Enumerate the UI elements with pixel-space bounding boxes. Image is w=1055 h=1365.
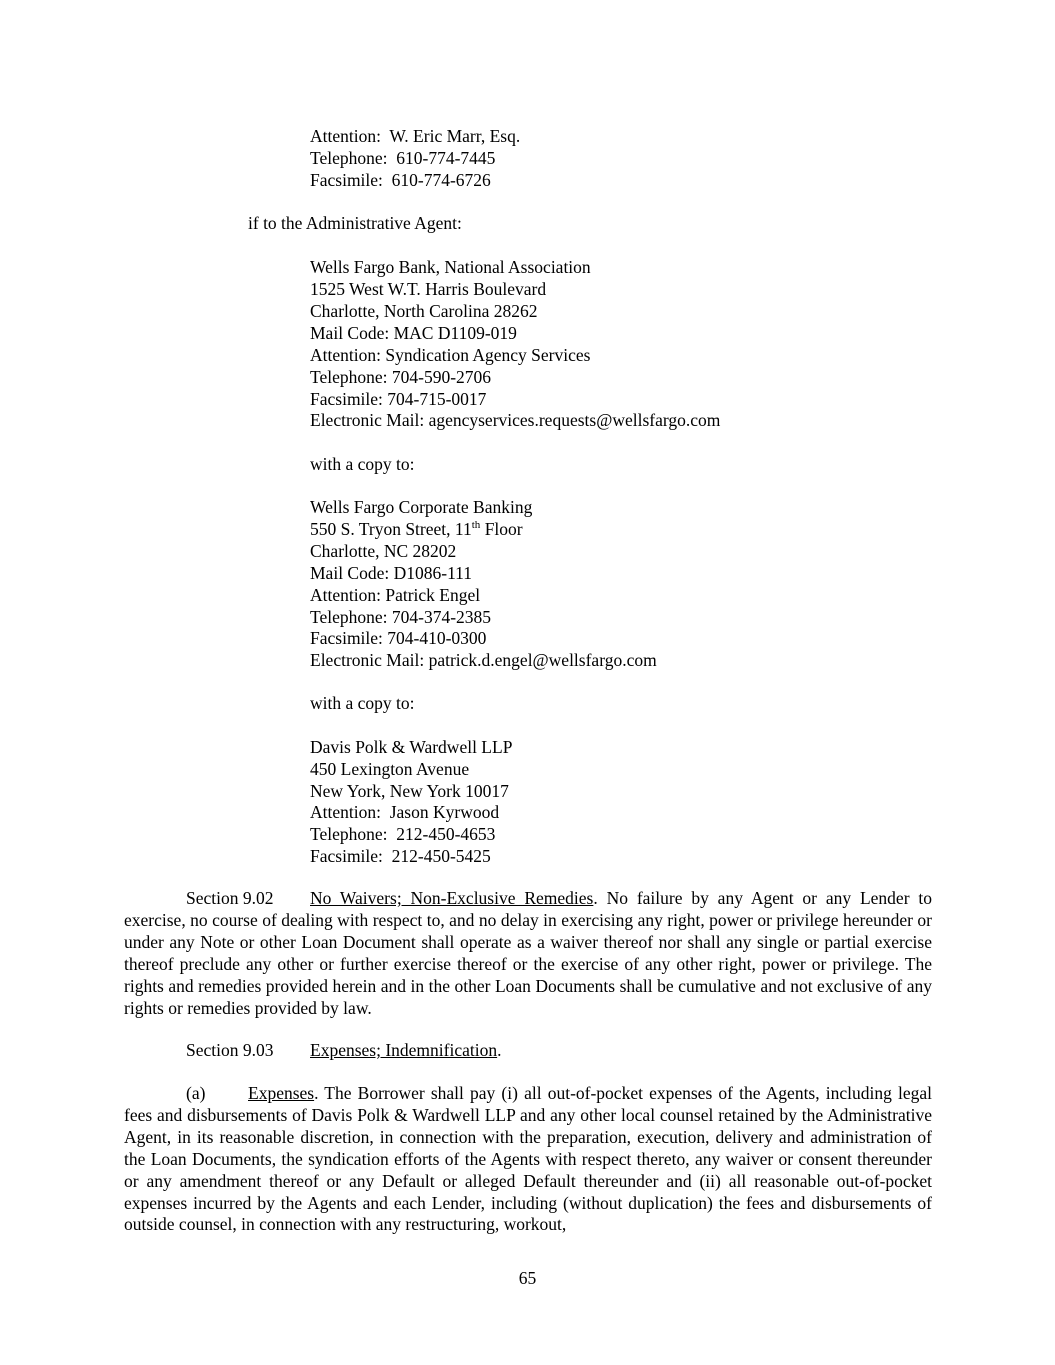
address-line: Attention: Patrick Engel: [310, 585, 481, 605]
address-line: Davis Polk & Wardwell LLP: [310, 737, 513, 757]
address-line: Telephone: 704-590-2706: [310, 367, 492, 387]
borrower-telephone: Telephone: 610-774-7445: [310, 148, 496, 168]
section-9-02-paragraph: [124, 888, 932, 1019]
address-line: 1525 West W.T. Harris Boulevard: [310, 279, 547, 299]
section-heading: Expenses; Indemnification: [310, 1040, 498, 1060]
section-number: Section 9.02: [186, 888, 274, 908]
ordinal-superscript: th: [471, 519, 481, 532]
address-line: Charlotte, North Carolina 28262: [310, 301, 538, 321]
address-text: Floor: [480, 519, 523, 539]
address-line: Telephone: 704-374-2385: [310, 607, 492, 627]
borrower-attention: Attention: W. Eric Marr, Esq.: [310, 126, 521, 146]
address-line: Charlotte, NC 28202: [310, 541, 457, 561]
address-line: Telephone: 212-450-4653: [310, 824, 496, 844]
address-line: New York, New York 10017: [310, 781, 509, 801]
borrower-facsimile: Facsimile: 610-774-6726: [310, 170, 491, 190]
admin-agent-intro: if to the Administrative Agent:: [248, 213, 462, 233]
address-line: Attention: Syndication Agency Services: [310, 345, 591, 365]
address-line: Facsimile: 704-410-0300: [310, 628, 487, 648]
page-number: 65: [518, 1268, 537, 1288]
subsection-heading: Expenses: [248, 1083, 315, 1103]
section-heading: No Waivers; Non-Exclusive Remedies: [310, 888, 594, 908]
address-line: Facsimile: 212-450-5425: [310, 846, 491, 866]
address-line: 450 Lexington Avenue: [310, 759, 470, 779]
copy-to-label: with a copy to:: [310, 693, 415, 713]
section-period: .: [497, 1040, 502, 1060]
subsection-a-paragraph: [124, 1083, 932, 1236]
address-line: [310, 518, 523, 540]
address-text: 550 S. Tryon Street, 11: [310, 519, 472, 539]
address-line: Attention: Jason Kyrwood: [310, 802, 500, 822]
address-line: Electronic Mail: agencyservices.requests@wellsfargo.com: [310, 410, 721, 430]
address-line: Wells Fargo Bank, National Association: [310, 257, 591, 277]
address-line: Mail Code: D1086-111: [310, 563, 473, 583]
section-number: Section 9.03: [186, 1040, 274, 1060]
address-line: Mail Code: MAC D1109-019: [310, 323, 517, 343]
address-line: Wells Fargo Corporate Banking: [310, 497, 533, 517]
address-line: Electronic Mail: patrick.d.engel@wellsfargo.com: [310, 650, 657, 670]
copy-to-label: with a copy to:: [310, 454, 415, 474]
address-line: Facsimile: 704-715-0017: [310, 389, 487, 409]
subsection-body: . The Borrower shall pay (i) all out-of-pocket expenses of the Agents, including legal fees and disbursements of Davis Polk & Wardwell LLP and any other local counsel retained by the Administrative Agent, in its reasonable discretion, in connection with the preparation, execution, delivery and administration of the Loan Documents, the syndication efforts of the Agents with respect thereto, any waiver or consent thereunder or any amendment thereof or any Default or alleged Default thereunder and (ii) all reasonable out-of-pocket expenses incurred by the Agents and each Lender, including (without duplication) the fees and disbursements of outside counsel, in connection with any restructuring, workout,: [124, 1083, 932, 1235]
subsection-number: (a): [186, 1083, 206, 1103]
section-body: . No failure by any Agent or any Lender to exercise, no course of dealing with respect to, and no delay in exercising any right, power or privilege hereunder or under any Note or other Loan Document shall operate as a waiver thereof nor shall any single or partial exercise thereof preclude any other or further exercise thereof or the exercise of any other right, power or privilege. The rights and remedies provided herein and in the other Loan Documents shall be cumulative and not exclusive of any rights or remedies provided by law.: [124, 888, 932, 1018]
section-9-03-heading-line: [124, 1040, 932, 1062]
